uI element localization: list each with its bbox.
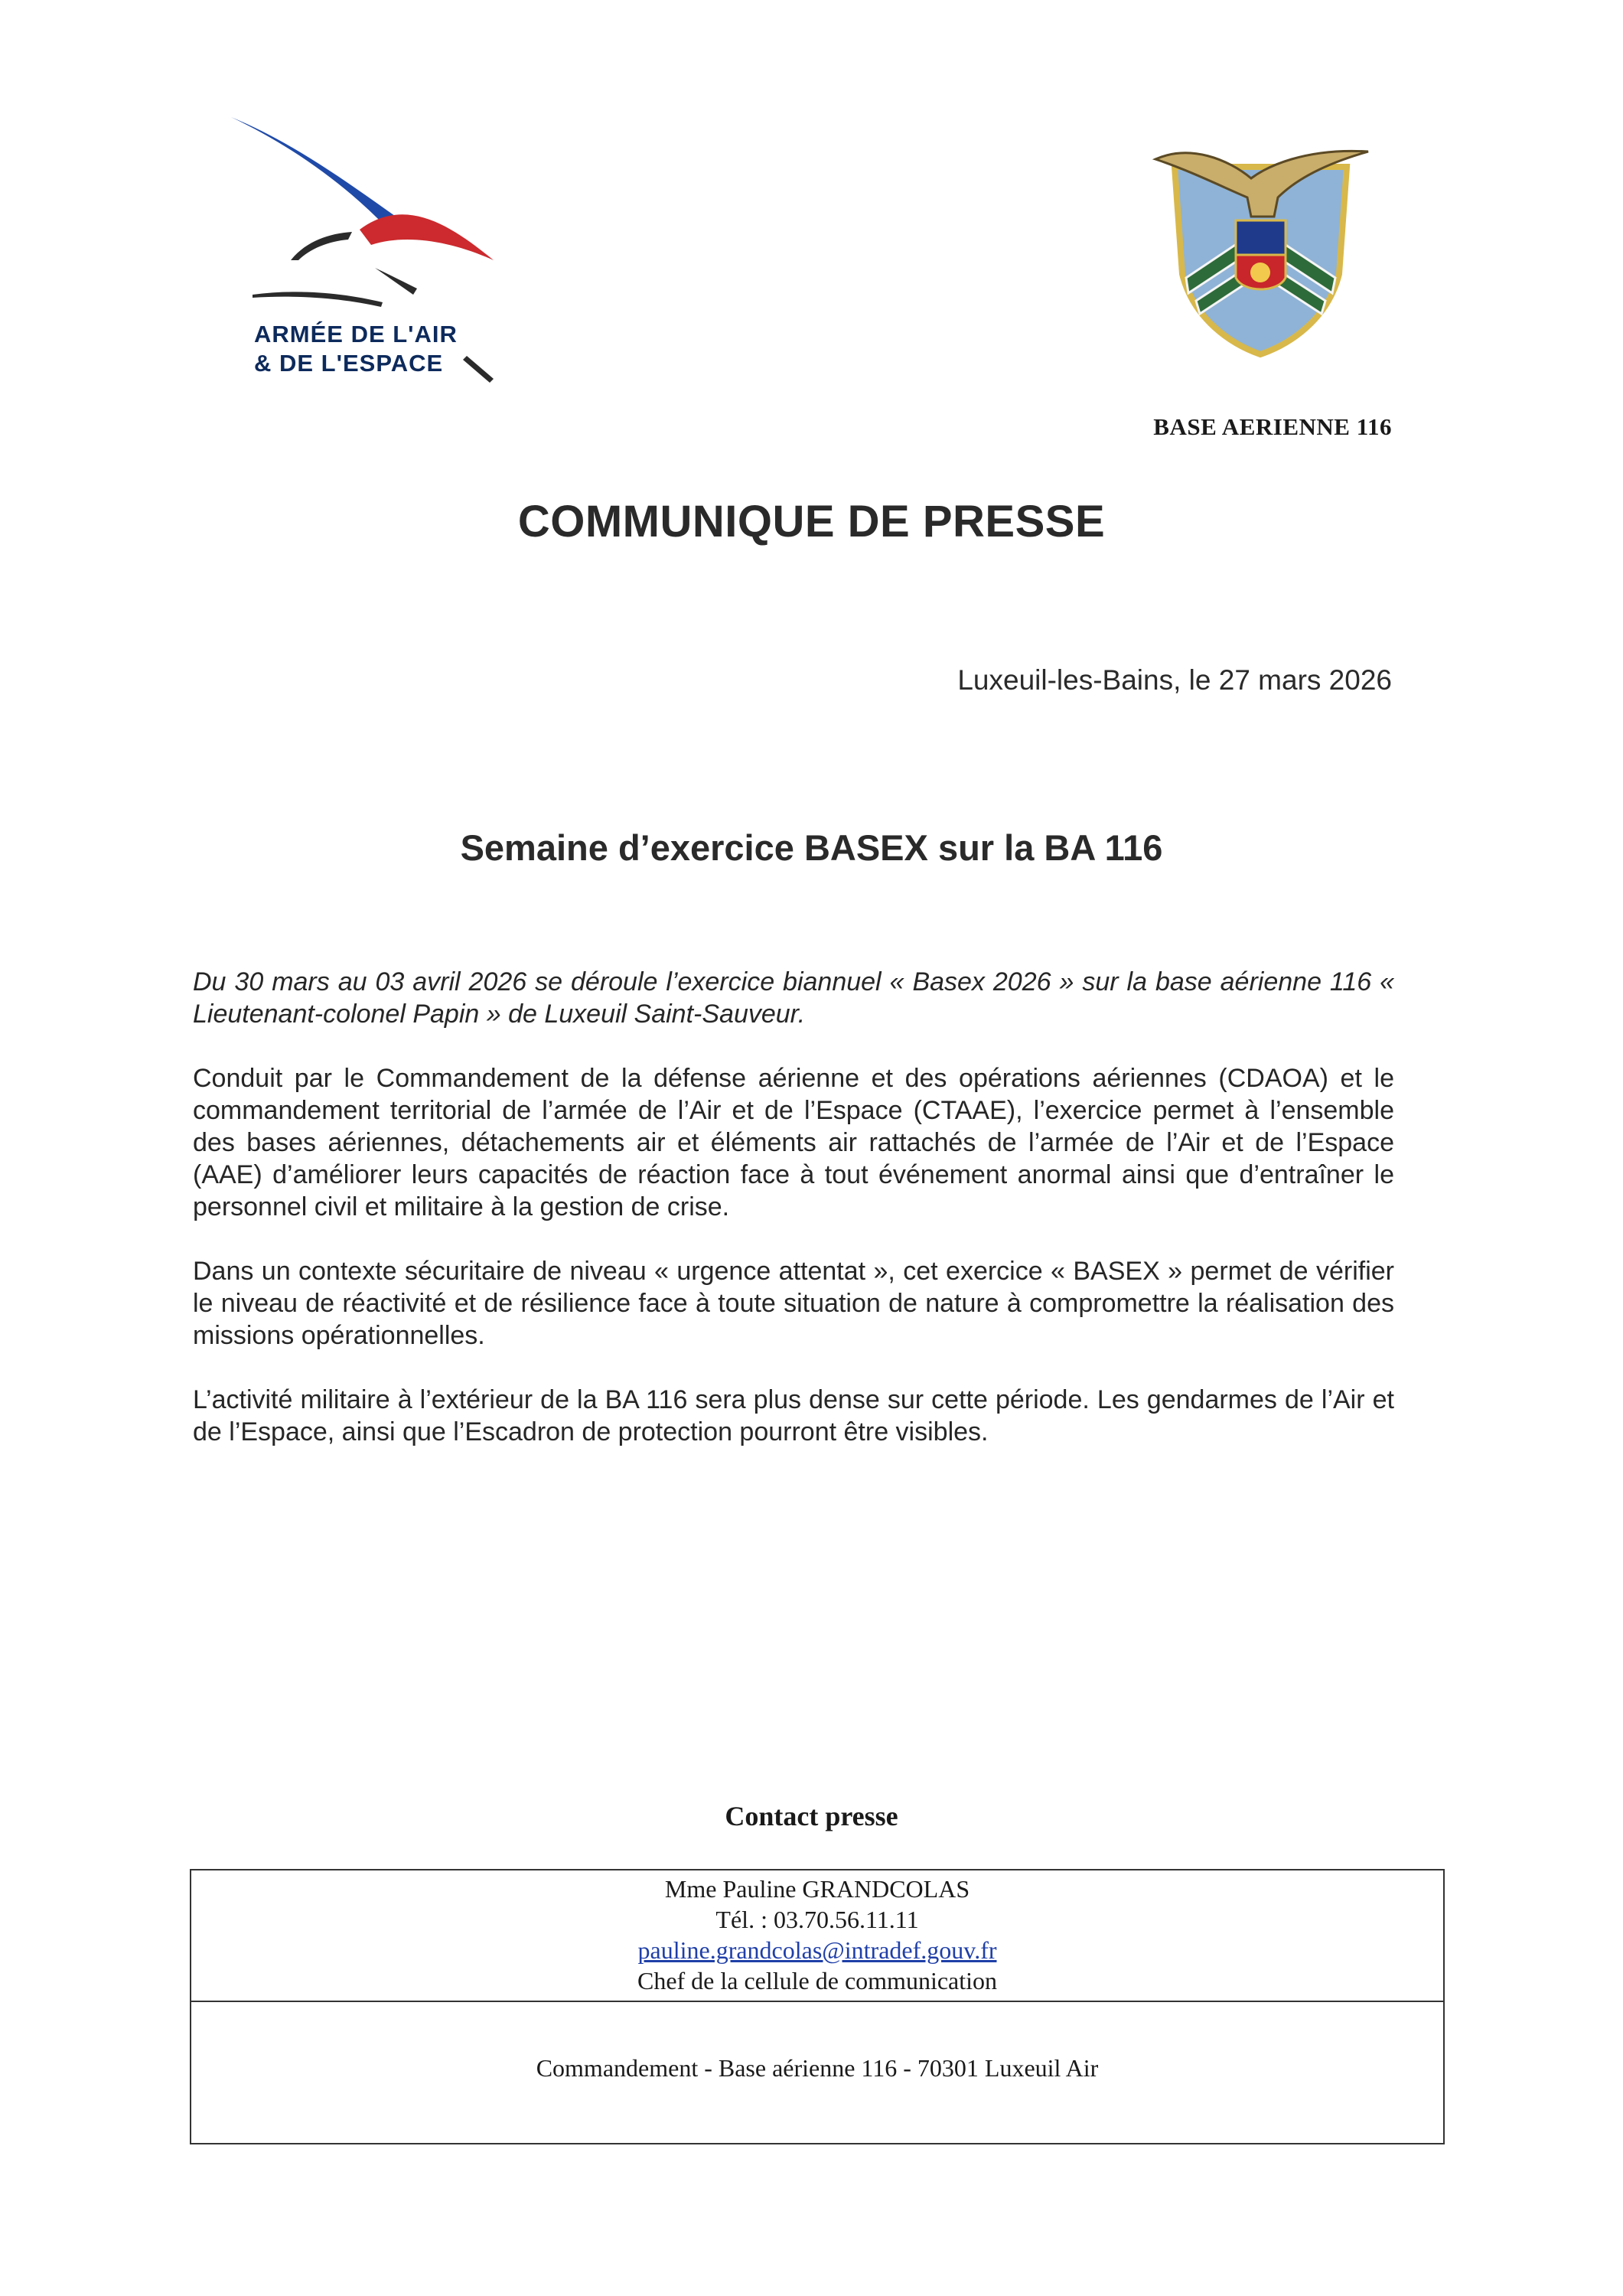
crest-escutcheon-top xyxy=(1236,220,1286,255)
contact-phone: Tél. : 03.70.56.11.11 xyxy=(715,1906,919,1933)
contact-name: Mme Pauline GRANDCOLAS xyxy=(664,1875,970,1903)
logo-blue-wing xyxy=(231,117,398,227)
logo-tail-stroke xyxy=(463,356,494,383)
ba116-crest xyxy=(1152,144,1370,358)
crest-sun xyxy=(1250,263,1270,282)
logo-text xyxy=(254,320,458,378)
contact-box xyxy=(190,1869,1445,2144)
contact-address: Commandement - Base aérienne 116 - 70301 Luxeuil Air xyxy=(536,2054,1099,2082)
contact-email-link[interactable]: pauline.grandcolas@intradef.gouv.fr xyxy=(637,1936,997,1964)
logo-text-line2: & DE L'ESPACE xyxy=(254,350,444,377)
logo-dark-stroke-left xyxy=(291,232,352,260)
contact-details xyxy=(191,1870,1443,2002)
paragraph-3: Dans un contexte sécuritaire de niveau « urgence attentat », cet exercice « BASEX » permet de vérifier le niveau de réactivité et de résilience face à toute situation de nature à compromettre la réalisation des missions opérationnelles. xyxy=(193,1257,1394,1350)
document-date: Luxeuil-les-Bains, le 27 mars 2026 xyxy=(957,664,1392,696)
logo-base-line xyxy=(253,292,383,307)
paragraph-4: L’activité militaire à l’extérieur de la BA 116 sera plus dense sur cette période. Les gendarmes de l’Air et de l’Espace, ainsi que l’Escadron de protection pourront être visibles. xyxy=(193,1385,1394,1446)
page-title: COMMUNIQUE DE PRESSE xyxy=(517,497,1106,546)
logo-red-wing xyxy=(360,214,494,260)
press-release-body xyxy=(193,966,1394,1480)
paragraph-2: Conduit par le Commandement de la défense aérienne et des opérations aériennes (CDAOA) et le commandement territorial de l’armée de l’Air et de l’Espace (CTAAE), l’exercice permet à l’ensemble des bases aériennes, détachements air et éléments air rattachés de l’armée de l’Air et de l’Espace (AAE) d’améliorer leurs capacités de réaction face à tout événement anormal ainsi que d’entraîner le personnel civil et militaire à la gestion de crise. xyxy=(193,1064,1394,1221)
logo-dark-stroke-right xyxy=(375,268,417,295)
contact-heading: Contact presse xyxy=(725,1801,898,1831)
contact-role: Chef de la cellule de communication xyxy=(637,1967,998,1994)
paragraph-lead: Du 30 mars au 03 avril 2026 se déroule l’exercice biannuel « Basex 2026 » sur la base aérienne 116 « Lieutenant-colonel Papin » de Luxeuil Saint-Sauveur. xyxy=(193,967,1394,1029)
base-label: BASE AERIENNE 116 xyxy=(1153,413,1392,440)
logo-text-line1: ARMÉE DE L'AIR xyxy=(254,321,458,347)
headline: Semaine d’exercice BASEX sur la BA 116 xyxy=(460,827,1163,868)
